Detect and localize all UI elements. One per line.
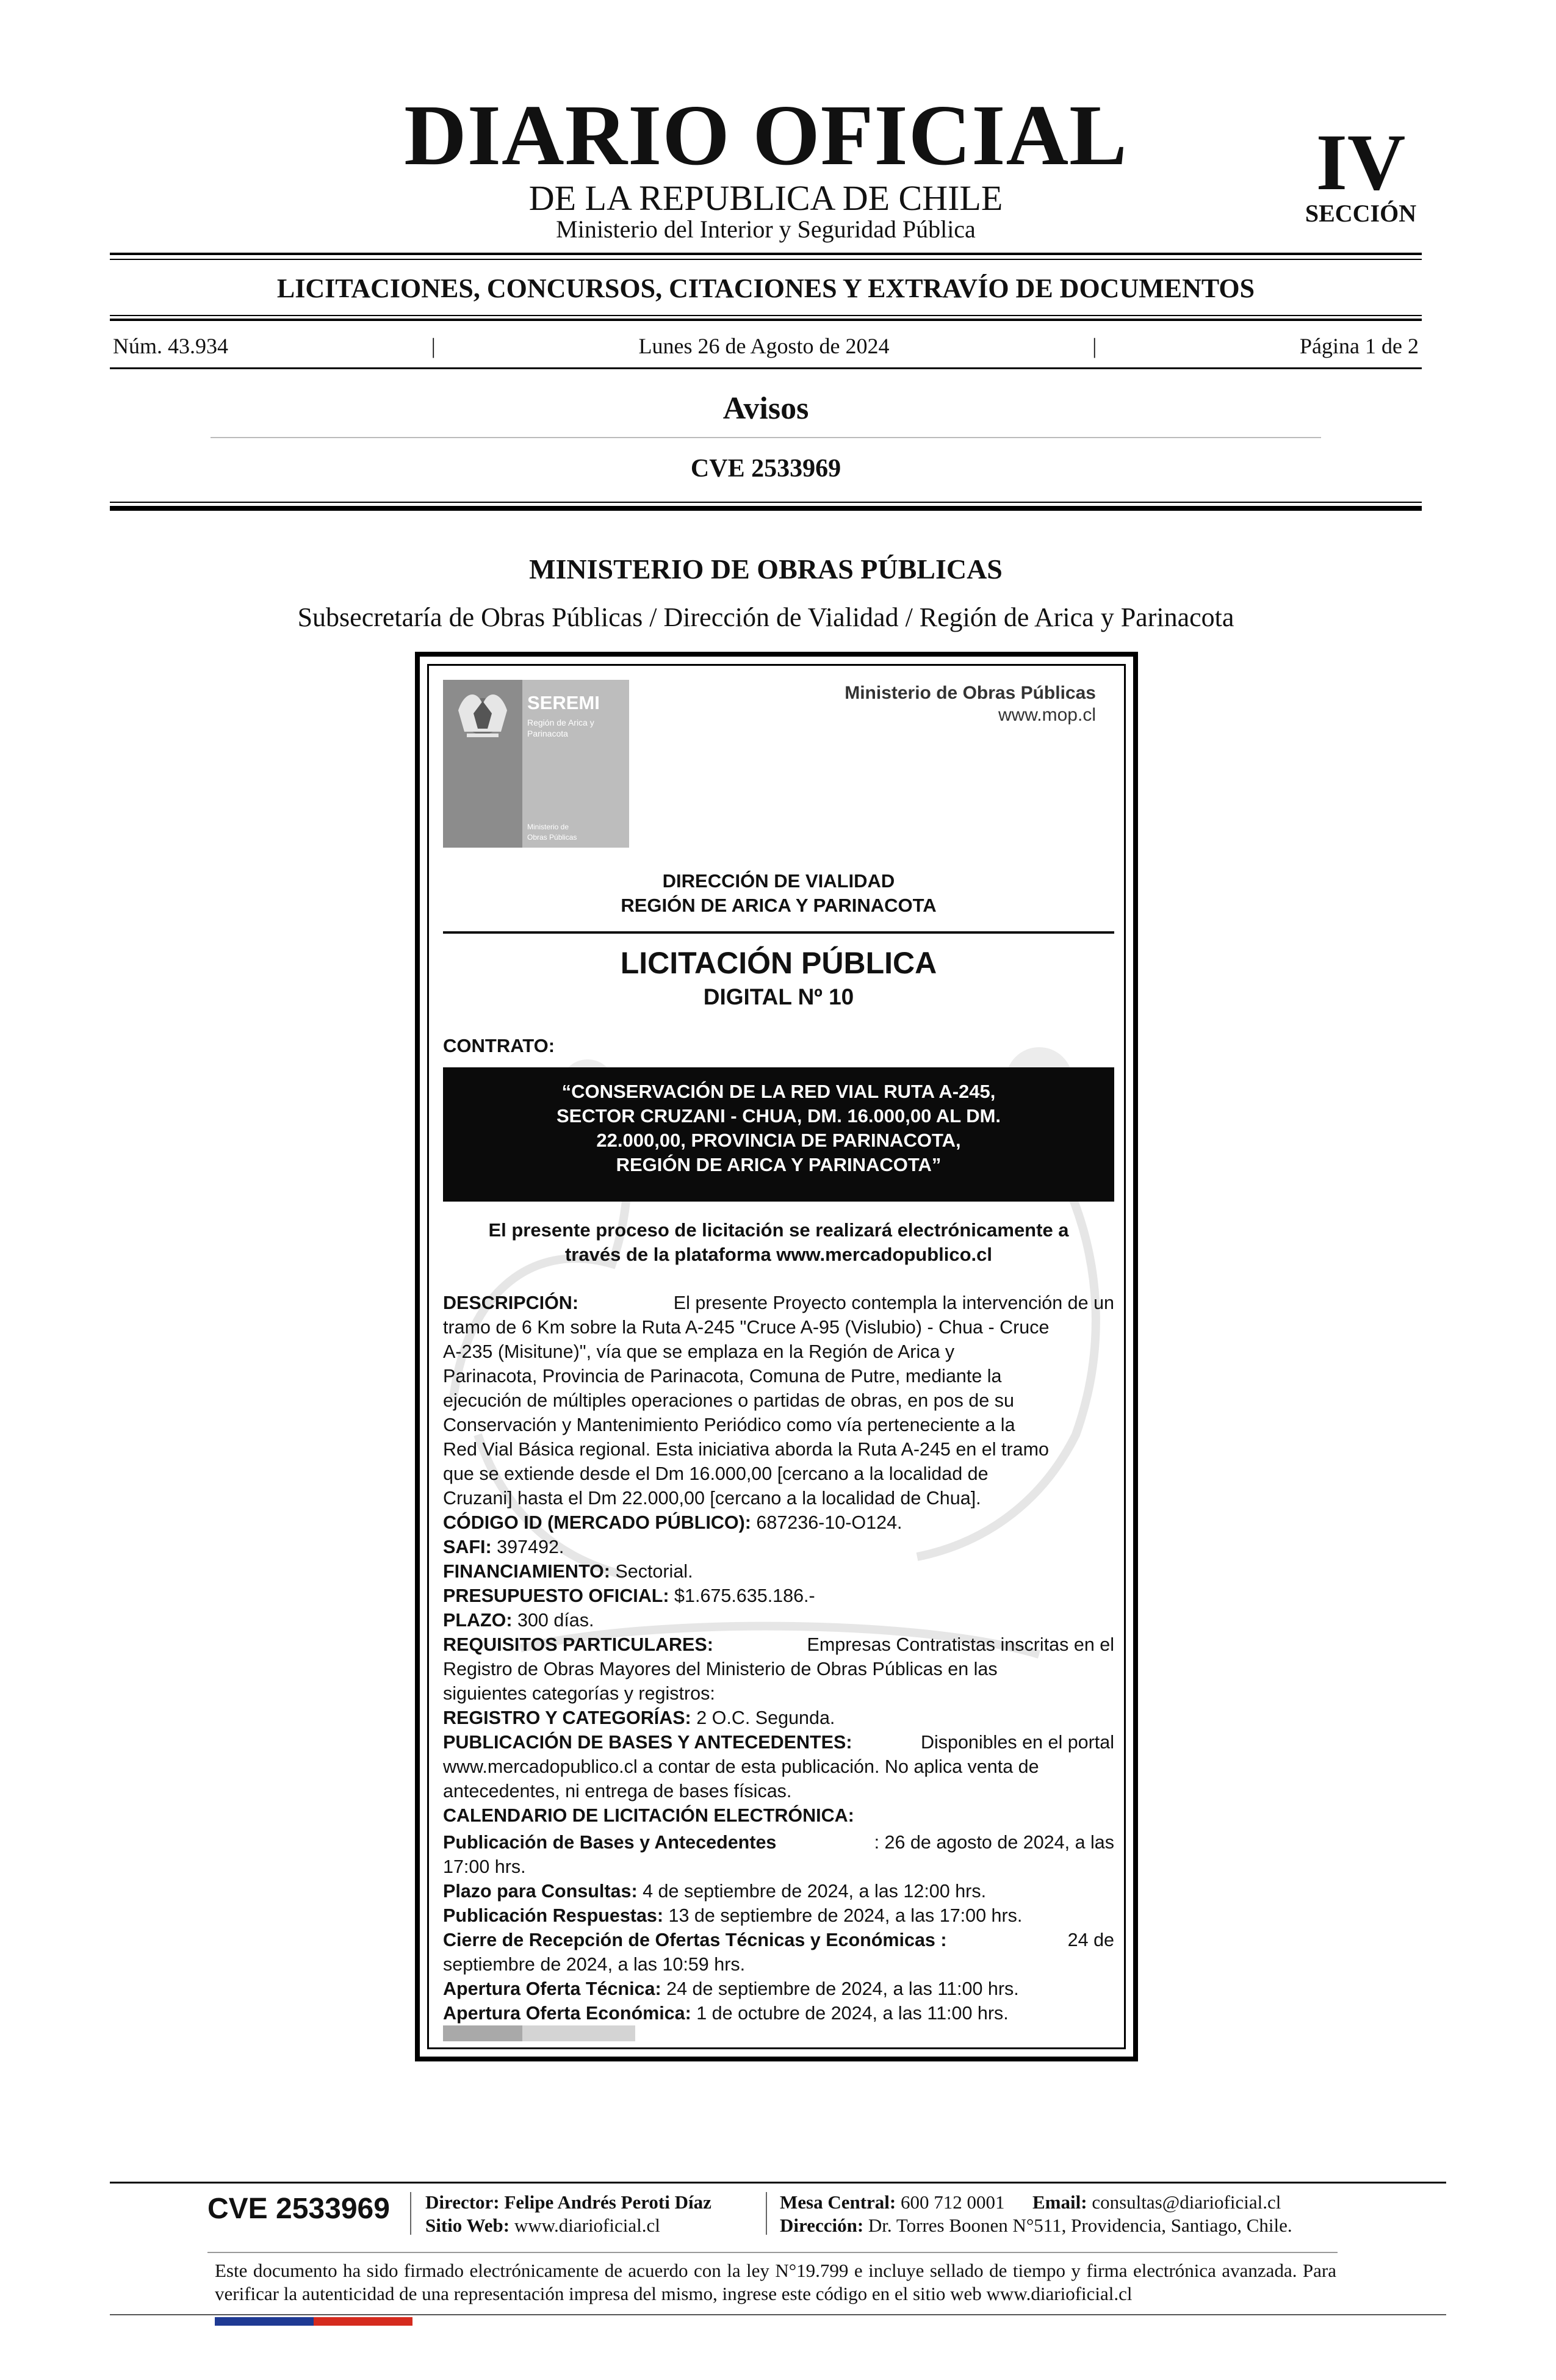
seremi-region-line1: Región de Arica y	[527, 718, 594, 727]
footer-divider	[766, 2192, 767, 2235]
calendar-publicacion-cont: 17:00 hrs.	[443, 1856, 526, 1877]
calendar-tecnica-value: 24 de septiembre de 2024, a las 11:00 hrs.	[666, 1978, 1019, 1999]
contract-line: SECTOR CRUZANI - CHUA, DM. 16.000,00 AL DM.	[556, 1105, 1001, 1127]
masthead-rule-top	[110, 253, 1422, 255]
organization-subtitle: Subsecretaría de Obras Públicas / Dirección de Vialidad / Región de Arica y Parinacota	[297, 602, 1234, 632]
newspaper-ministry: Ministerio del Interior y Seguridad Pública	[556, 215, 976, 243]
registro-label: REGISTRO Y CATEGORÍAS:	[443, 1707, 691, 1728]
director-label: Director:	[425, 2191, 500, 2213]
calendar-cierre-value: 24 de	[1067, 1930, 1114, 1950]
calendar-respuestas-label: Publicación Respuestas:	[443, 1905, 664, 1926]
flag-stripe-blue	[215, 2317, 314, 2326]
cve-code: CVE 2533969	[690, 455, 841, 483]
footer-contact-column	[780, 2191, 1292, 2237]
website-label: Sitio Web:	[425, 2215, 510, 2236]
codigo-label: CÓDIGO ID (MERCADO PÚBLICO):	[443, 1512, 751, 1533]
website-link[interactable]: www.diarioficial.cl	[514, 2215, 660, 2236]
description-line: A-235 (Misitune)", vía que se emplaza en la Región de Arica y	[443, 1341, 955, 1362]
financiamiento-field	[443, 1559, 1114, 1584]
phone-label: Mesa Central:	[780, 2191, 896, 2213]
footer-rule-mid	[207, 2252, 1338, 2253]
financiamiento-value: Sectorial.	[615, 1561, 693, 1582]
calendar-respuestas	[443, 1903, 1114, 1928]
presupuesto-field	[443, 1584, 1114, 1608]
plazo-field	[443, 1608, 1114, 1632]
direction-line1: DIRECCIÓN DE VIALIDAD	[662, 870, 895, 892]
presupuesto-label: PRESUPUESTO OFICIAL:	[443, 1585, 669, 1606]
newspaper-subtitle: DE LA REPUBLICA DE CHILE	[528, 178, 1003, 218]
newspaper-title: DIARIO OFICIAL	[404, 87, 1128, 183]
direction-line2: REGIÓN DE ARICA Y PARINACOTA	[621, 895, 937, 916]
mop-website: www.mop.cl	[998, 705, 1096, 725]
address-label: Dirección:	[780, 2215, 864, 2236]
seremi-ministry-line2: Obras Públicas	[527, 833, 577, 842]
description-line	[443, 1291, 1114, 1315]
issue-separator: |	[431, 334, 436, 358]
codigo-field	[443, 1510, 1114, 1535]
requisitos-field	[443, 1632, 1114, 1657]
description-line: Parinacota, Provincia de Parinacota, Comuna de Putre, mediante la	[443, 1366, 1002, 1387]
notice-footer-bar-dark	[443, 2025, 522, 2041]
platform-note	[443, 1218, 1114, 1267]
contract-line: 22.000,00, PROVINCIA DE PARINACOTA,	[596, 1130, 961, 1151]
requisitos-line: Registro de Obras Mayores del Ministerio de Obras Públicas en las	[443, 1659, 998, 1679]
section-label: SECCIÓN	[1305, 200, 1417, 227]
seremi-region-line2: Parinacota	[527, 729, 568, 738]
calendar-tecnica	[443, 1977, 1114, 2001]
address-value: Dr. Torres Boonen N°511, Providencia, Santiago, Chile.	[868, 2215, 1292, 2236]
footer-director-column	[425, 2191, 711, 2237]
calendar-economica-value: 1 de octubre de 2024, a las 11:00 hrs.	[696, 2003, 1009, 2024]
registro-value: 2 O.C. Segunda.	[696, 1707, 835, 1728]
calendar-respuestas-value: 13 de septiembre de 2024, a las 17:00 hrs.	[668, 1905, 1023, 1926]
calendar-cierre-label: Cierre de Recepción de Ofertas Técnicas y Económicas :	[443, 1930, 947, 1950]
phone-value: 600 712 0001	[901, 2191, 1005, 2213]
plazo-value: 300 días.	[517, 1610, 594, 1631]
calendar-consultas	[443, 1879, 1114, 1903]
contract-line: “CONSERVACIÓN DE LA RED VIAL RUTA A-245,	[561, 1081, 996, 1102]
calendario-label: CALENDARIO DE LICITACIÓN ELECTRÓNICA:	[443, 1805, 854, 1826]
cve-rule-thin	[110, 502, 1422, 503]
calendar-publicacion-label: Publicación de Bases y Antecedentes	[443, 1832, 777, 1853]
email-label: Email:	[1032, 2191, 1087, 2213]
plazo-label: PLAZO:	[443, 1610, 513, 1631]
calendar-economica-label: Apertura Oferta Económica:	[443, 2003, 691, 2024]
description-line: Conservación y Mantenimiento Periódico como vía perteneciente a la	[443, 1415, 1015, 1435]
issue-rule	[110, 367, 1422, 369]
publicacion-line: www.mercadopublico.cl a contar de esta publicación. No aplica venta de	[443, 1756, 1039, 1777]
category-heading: LICITACIONES, CONCURSOS, CITACIONES Y EXTRAVÍO DE DOCUMENTOS	[276, 273, 1255, 303]
masthead-rule-top-thin	[110, 259, 1422, 260]
calendar-cierre-cont: septiembre de 2024, a las 10:59 hrs.	[443, 1954, 746, 1975]
publicacion-line: antecedentes, ni entrega de bases físicas.	[443, 1781, 792, 1801]
footer-rule-bottom	[110, 2314, 1446, 2315]
contract-line: REGIÓN DE ARICA Y PARINACOTA”	[616, 1154, 942, 1175]
footer-cve: CVE 2533969	[207, 2193, 390, 2225]
flag-stripe-red	[314, 2317, 412, 2326]
description-line: Red Vial Básica regional. Esta iniciativa aborda la Ruta A-245 en el tramo	[443, 1439, 1049, 1460]
description-line: tramo de 6 Km sobre la Ruta A-245 "Cruce A-95 (Vislubio) - Chua - Cruce	[443, 1317, 1050, 1338]
avisos-rule	[211, 437, 1321, 438]
tender-title: LICITACIÓN PÚBLICA	[620, 946, 937, 980]
issue-separator: |	[1092, 334, 1097, 358]
safi-field	[443, 1535, 1114, 1559]
calendar-consultas-label: Plazo para Consultas:	[443, 1881, 638, 1902]
description-label: DESCRIPCIÓN:	[443, 1293, 578, 1313]
calendar-publicacion	[443, 1830, 1114, 1855]
safi-label: SAFI:	[443, 1537, 492, 1557]
notice-rule	[443, 931, 1114, 934]
category-rule	[110, 319, 1422, 321]
notice-footer-bar-light	[522, 2025, 635, 2041]
description-text: El presente Proyecto contempla la intervención de un	[673, 1293, 1114, 1313]
issue-date: Lunes 26 de Agosto de 2024	[638, 334, 890, 358]
issue-info-row	[113, 333, 1419, 359]
seremi-logo	[443, 680, 629, 848]
platform-line1: El presente proceso de licitación se realizará electrónicamente a	[488, 1219, 1069, 1241]
footer-rule-top	[110, 2182, 1446, 2183]
calendar-cierre	[443, 1928, 1114, 1952]
financiamiento-label: FINANCIAMIENTO:	[443, 1561, 610, 1582]
platform-line2: través de la plataforma www.mercadopublico.cl	[564, 1244, 992, 1265]
issue-page: Página 1 de 2	[1300, 334, 1419, 358]
description-line: que se extiende desde el Dm 16.000,00 [cercano a la localidad de	[443, 1463, 989, 1484]
category-rule-thin	[110, 315, 1422, 316]
description-line: ejecución de múltiples operaciones o partidas de obras, en pos de su	[443, 1390, 1014, 1411]
seremi-ministry-line1: Ministerio de	[527, 823, 569, 831]
publicacion-value: Disponibles en el portal	[920, 1732, 1114, 1753]
calendar-economica	[443, 2001, 1114, 2025]
registro-field	[443, 1706, 1114, 1730]
requisitos-line: siguientes categorías y registros:	[443, 1683, 715, 1704]
section-heading: Avisos	[722, 391, 809, 426]
codigo-value: 687236-10-O124.	[756, 1512, 902, 1533]
section-number: IV	[1316, 117, 1406, 207]
seremi-label: SEREMI	[527, 692, 600, 713]
publicacion-field	[443, 1730, 1114, 1754]
calendario-heading	[443, 1803, 1114, 1828]
notice-box	[427, 664, 1126, 2049]
mop-name: Ministerio de Obras Públicas	[845, 683, 1096, 703]
publicacion-label: PUBLICACIÓN DE BASES Y ANTECEDENTES:	[443, 1732, 852, 1753]
safi-value: 397492.	[497, 1537, 564, 1557]
footer-divider	[410, 2192, 411, 2235]
requisitos-value: Empresas Contratistas inscritas en el	[807, 1634, 1114, 1655]
cve-rule-thick	[110, 506, 1422, 511]
requisitos-label: REQUISITOS PARTICULARES:	[443, 1634, 713, 1655]
calendar-tecnica-label: Apertura Oferta Técnica:	[443, 1978, 661, 1999]
description-line: Cruzani] hasta el Dm 22.000,00 [cercano a la localidad de Chua].	[443, 1488, 981, 1509]
notice-body	[443, 1291, 1114, 2025]
issue-number: Núm. 43.934	[113, 334, 228, 358]
presupuesto-value: $1.675.635.186.-	[674, 1585, 815, 1606]
organization-title: MINISTERIO DE OBRAS PÚBLICAS	[529, 554, 1003, 585]
email-link[interactable]: consultas@diarioficial.cl	[1092, 2191, 1281, 2213]
calendar-consultas-value: 4 de septiembre de 2024, a las 12:00 hrs.	[643, 1881, 987, 1902]
signature-notice: Este documento ha sido firmado electrónicamente de acuerdo con la ley N°19.799 e incluye sellado de tiempo y firma electrónica avanzada. Para verificar la autenticidad de una representación impresa del mismo, ingrese este código en el sitio web www.diarioficial.cl	[215, 2260, 1336, 2304]
contract-label: CONTRATO:	[443, 1035, 555, 1056]
tender-subtitle: DIGITAL Nº 10	[703, 984, 854, 1009]
calendar-publicacion-value: : 26 de agosto de 2024, a las	[874, 1832, 1114, 1853]
contract-name-box	[443, 1067, 1114, 1202]
director-value: Felipe Andrés Peroti Díaz	[504, 2191, 711, 2213]
